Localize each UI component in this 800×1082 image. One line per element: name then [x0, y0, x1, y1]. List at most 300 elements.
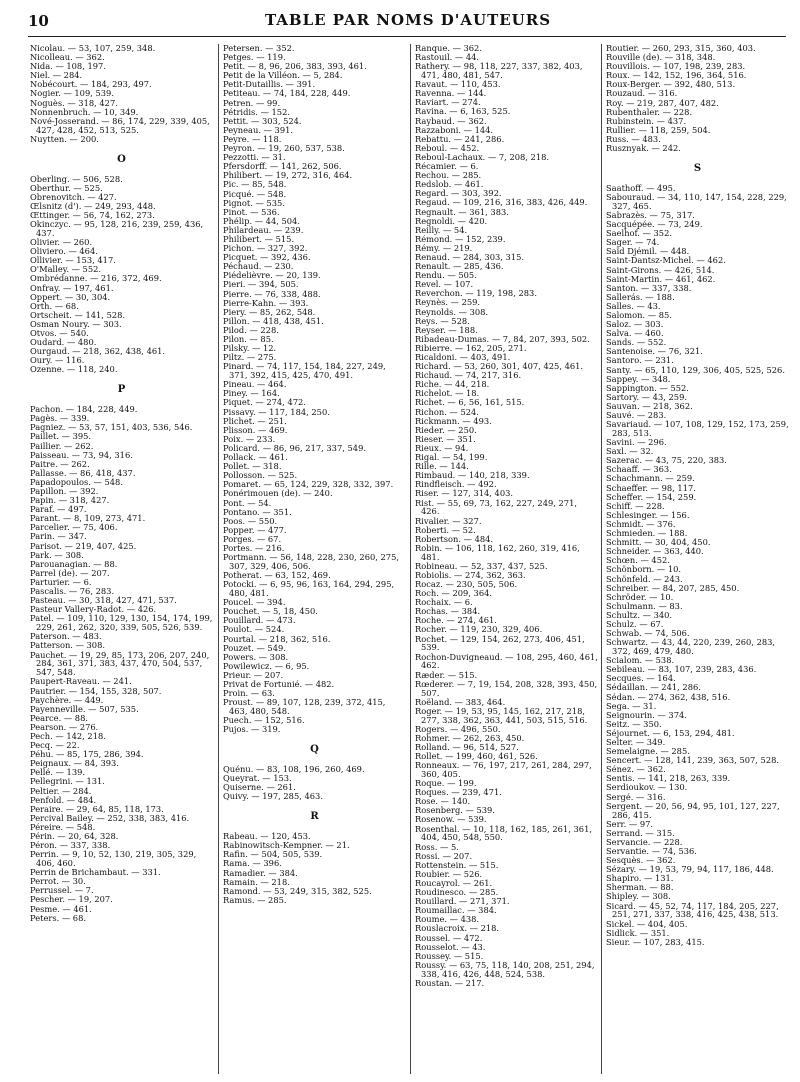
index-entry: Robertson. — 484. [415, 533, 494, 544]
index-entry: Rohmer. — 262, 263, 450. [415, 732, 525, 743]
index-entry: Œttinger. — 56, 74, 162, 273. [30, 209, 155, 220]
index-entry: Ortscheit. — 141, 528. [30, 309, 126, 320]
index-entry: Richard. — 53, 260, 301, 407, 425, 461. [415, 361, 584, 372]
index-entry: Piquet. — 274, 472. [223, 397, 306, 408]
index-entry: Savini. — 296. [606, 437, 667, 448]
index-entry: Pellegrini. — 131. [30, 776, 105, 787]
index-entry: Pagès. — 339. [30, 413, 90, 424]
index-entry: Rouville (de). — 318, 348. [606, 52, 716, 63]
index-entry: Nobécourt. — 184, 293, 497. [30, 79, 152, 90]
index-entry: Ricaldoni. — 403, 491. [415, 352, 511, 362]
index-entry: Popper. — 477. [223, 524, 287, 535]
index-entry: Pinot. — 536. [223, 206, 280, 217]
index-entry: Pfersdorff. — 141, 262, 506. [223, 161, 342, 172]
index-entry: Rolland. — 96, 514, 527. [415, 741, 519, 752]
index-entry: Okinczyc. — 95, 128, 216, 239, 259, 436, 437. [30, 219, 204, 238]
index-entry: Rebattu. — 241, 286. [415, 133, 505, 144]
index-entry: Schulz. — 67. [606, 618, 664, 629]
index-entry: Rossi. — 207. [415, 850, 473, 861]
index-entry: Perrussel. — 7. [30, 885, 94, 896]
index-entry: Petiteau. — 74, 184, 228, 449. [223, 88, 351, 99]
index-entry: Ponérimouen (de). — 240. [223, 488, 333, 499]
index-entry: Roques. — 239, 471. [415, 787, 502, 798]
index-entry: Ramain. — 218. [223, 876, 290, 887]
index-entry: Rocher. — 119, 230, 329, 406. [415, 624, 543, 635]
index-entry: Perrot. — 30. [30, 876, 86, 887]
index-entry: Rouzaud. — 316. [606, 88, 678, 99]
index-entry: Petren. — 99. [223, 97, 281, 108]
index-column-3 [415, 44, 598, 988]
index-entry: Roussel. — 472. [415, 932, 483, 943]
index-entry: Rosenow. — 539. [415, 814, 487, 825]
index-entry: Pascalis. — 76, 283. [30, 586, 115, 597]
index-entry: Servantie. — 74, 536. [606, 845, 697, 856]
index-entry: Sappington. — 552. [606, 382, 689, 393]
index-entry: Péreire. — 548. [30, 821, 96, 832]
index-entry: Schwartz. — 43, 44, 220, 239, 260, 283, 372, 469, 479, 480. [606, 637, 776, 657]
index-entry: Pieri. — 394, 505. [223, 279, 299, 290]
index-entry: Perrin de Brichambaut. — 331. [30, 867, 161, 878]
index-entry: Ravina. — 6, 163, 525. [415, 106, 511, 117]
index-entry: Santoro. — 231. [606, 355, 674, 366]
index-entry: Pescher. — 19, 207. [30, 894, 113, 905]
section-letter: O [117, 153, 126, 165]
index-entry: Pétridis. — 152. [223, 106, 290, 117]
index-entry: Sidlick. — 351. [606, 927, 670, 938]
index-entry: Parturier. — 6. [30, 576, 92, 587]
index-entry: Reyser. — 188. [415, 324, 478, 335]
index-entry: Paillier. — 262. [30, 440, 94, 451]
index-entry: Schönborn. — 10. [606, 564, 682, 575]
index-entry: Rémy. — 219. [415, 242, 473, 253]
index-entry: Sazerac. — 43, 75, 220, 383. [606, 455, 727, 466]
index-entry: Paraf. — 497. [30, 504, 87, 515]
index-entry: Papin. — 318, 427. [30, 495, 110, 506]
index-entry: Pech. — 142, 218. [30, 730, 106, 741]
index-entry: Proin. — 63. [223, 688, 275, 699]
index-entry: Pierre. — 76, 338, 488. [223, 288, 321, 299]
index-entry: Pallasse. — 86, 418, 437. [30, 467, 136, 478]
index-entry: Pearce. — 88. [30, 712, 88, 723]
index-entry: Philibert. — 19, 272, 316, 464. [223, 170, 353, 181]
index-entry: Riser. — 127, 314, 403. [415, 488, 514, 499]
index-entry: Oudard. — 480. [30, 337, 97, 348]
index-entry: Péron. — 337, 338. [30, 840, 111, 851]
index-entry: Percival Bailey. — 252, 338, 383, 416. [30, 812, 190, 823]
index-entry: Sauvan. — 218, 362. [606, 400, 693, 411]
section-letter: S [693, 162, 702, 174]
index-entry: Robin. — 106, 118, 162, 260, 319, 416, 481. [415, 542, 580, 562]
index-entry: Oury. — 116. [30, 355, 85, 366]
index-entry: Nicolleau. — 362. [30, 52, 105, 63]
index-entry: Parant. — 8, 109, 273, 471. [30, 513, 146, 524]
index-entry: Pineau. — 464. [223, 379, 287, 390]
index-entry: Ozenne. — 118, 240. [30, 364, 118, 375]
index-entry: Poulot. — 524. [223, 624, 285, 635]
index-entry: Pachon. — 184, 228, 449. [30, 404, 138, 415]
index-entry: Pontano. — 351. [223, 506, 292, 517]
index-entry: Nonnenbruch. — 10, 349. [30, 106, 139, 117]
index-entry: Schaeffer. — 98, 117. [606, 482, 696, 493]
index-entry: Saathoff. — 495. [606, 182, 676, 193]
index-entry: Perrin. — 9, 10, 52, 130, 219, 305, 329, 406, 460. [30, 849, 197, 869]
index-entry: Penfold. — 484. [30, 794, 97, 805]
index-entry: Proust. — 89, 107, 128, 239, 372, 415, 463, 480, 548. [223, 697, 386, 717]
index-entry: Sédan. — 274, 362, 438, 516. [606, 691, 731, 702]
index-entry: Rouvillois. — 107, 198, 239, 283. [606, 61, 746, 72]
index-entry: Pesme. — 461. [30, 903, 92, 914]
index-entry: Rechou. — 285. [415, 170, 482, 181]
index-entry: Peyneau. — 391. [223, 124, 294, 135]
index-entry: Renaud. — 284, 303, 315. [415, 251, 525, 262]
index-entry: Roche. — 274, 461. [415, 615, 497, 626]
index-entry: Oberthur. — 525. [30, 182, 103, 193]
index-entry: Santy. — 65, 110, 129, 306, 405, 525, 526. [606, 364, 785, 375]
index-entry: Sénez. — 362. [606, 764, 666, 775]
index-entry: Piney. — 164. [223, 388, 280, 399]
section-letter: P [117, 384, 126, 396]
index-entry: Ræder. — 515. [415, 669, 478, 680]
index-entry: Rousselot. — 43. [415, 941, 486, 952]
index-entry: Schœn. — 452. [606, 555, 670, 566]
index-entry: Schultz. — 340. [606, 609, 673, 620]
index-entry: Saint-Dantsz-Michel. — 462. [606, 255, 726, 266]
index-entry: Plichet. — 251. [223, 415, 287, 426]
index-entry: Saloz. — 303. [606, 319, 664, 330]
index-entry: Sega. — 31. [606, 700, 657, 711]
index-entry: Scialom. — 538. [606, 655, 675, 666]
index-entry: Parcelier. — 75, 406. [30, 522, 118, 533]
index-entry: Patterson. — 308. [30, 640, 105, 651]
index-entry: Servancie. — 228. [606, 836, 683, 847]
index-entry: Rochaix. — 6. [415, 597, 473, 608]
index-entry: Roudinesco. — 285. [415, 887, 499, 898]
index-entry: Pujos. — 319. [223, 724, 281, 735]
index-entry: Reboul-Lachaux. — 7, 208, 218. [415, 151, 550, 162]
index-entry: Sands. — 552. [606, 337, 667, 348]
index-entry: Pouillard. — 473. [223, 615, 296, 626]
index-entry: Nuytten. — 200. [30, 133, 99, 144]
index-entry: Pignot. — 535. [223, 197, 285, 208]
index-entry: Riche. — 44, 218. [415, 379, 490, 390]
index-entry: Sédaillan. — 241, 286. [606, 682, 701, 693]
index-entry: Rottenstein. — 515. [415, 859, 499, 870]
index-entry: Rille. — 144. [415, 461, 469, 472]
index-entry: Pecq. — 22. [30, 740, 80, 751]
index-entry: Périn. — 20, 64, 328. [30, 831, 119, 841]
page-title: TABLE PAR NOMS D'AUTEURS [264, 11, 552, 29]
column-divider [410, 44, 411, 1074]
index-entry: Niel. — 284. [30, 70, 83, 81]
index-entry: Savariaud. — 107, 108, 129, 152, 173, 259, 283, 513. [606, 419, 789, 438]
index-entry: Redslob. — 461. [415, 179, 484, 190]
index-entry: Noguès. — 318, 427. [30, 97, 118, 108]
index-entry: Paupert-Raveau. — 241. [30, 676, 132, 687]
index-entry: Pautrier. — 154, 155, 328, 507. [30, 685, 162, 696]
index-entry: Péhu. — 85, 175, 286, 394. [30, 749, 144, 760]
index-entry: Robineau. — 52, 337, 437, 525. [415, 560, 548, 571]
index-entry: Petersen. — 352. [223, 43, 295, 53]
index-entry: Osman Noury. — 303. [30, 318, 122, 329]
index-entry: Payenneville. — 507, 535. [30, 703, 139, 714]
index-entry: Ranque. — 362. [415, 43, 482, 53]
index-entry: Pouchet. — 5, 18, 450. [223, 606, 318, 617]
index-entry: Renault. — 285, 436. [415, 261, 504, 272]
index-entry: Revel. — 107. [415, 279, 474, 290]
index-entry: Pic. — 85, 548. [223, 179, 287, 190]
index-entry: Russ. — 483. [606, 133, 661, 144]
index-entry: Parrel (de). — 207. [30, 567, 110, 578]
index-entry: Roume. — 438. [415, 914, 480, 925]
index-entry: Sallerás. — 188. [606, 291, 675, 302]
index-entry: Peignaux. — 84, 393. [30, 758, 119, 769]
index-entry: Rochet. — 129, 154, 262, 273, 406, 451, 539. [415, 633, 585, 653]
index-entry: Secques. — 164. [606, 673, 676, 684]
index-entry: Pasteau. — 30, 318, 427, 471, 537. [30, 595, 177, 606]
index-entry: Récamier. — 6. [415, 161, 479, 172]
index-column-2 [223, 44, 406, 905]
index-entry: Saxl. — 32. [606, 446, 654, 457]
index-entry: Salva. — 460. [606, 328, 664, 339]
index-entry: Pasteur Vallery-Radot. — 426. [30, 604, 157, 615]
index-entry: Rist. — 55, 69, 73, 162, 227, 249, 271, 426. [415, 497, 578, 517]
index-entry: Sherman. — 88. [606, 882, 674, 893]
index-entry: Paisseau. — 73, 94, 316. [30, 449, 133, 460]
index-entry: Pearson. — 276. [30, 721, 99, 732]
index-entry: Peltier. — 284. [30, 785, 92, 796]
index-entry: Policard. — 86, 96, 217, 337, 549. [223, 442, 366, 453]
index-entry: Pellé. — 139. [30, 767, 86, 778]
index-entry: Piery. — 85, 262, 548. [223, 306, 316, 317]
index-entry: Roussy. — 63, 75, 118, 140, 208, 251, 294, 338, 416, 426, 448, 524, 538. [415, 959, 595, 979]
index-entry: Rubinstein. — 437. [606, 115, 687, 126]
header-rule [28, 36, 786, 37]
index-entry: Portes. — 216. [223, 542, 285, 553]
index-entry: Pierre-Kahn. — 393. [223, 297, 309, 308]
index-entry: Poos. — 550. [223, 515, 278, 526]
section-letter: Q [310, 744, 319, 756]
index-entry: Pollack. — 461. [223, 452, 288, 463]
index-entry: Sergent. — 20, 56, 94, 95, 101, 127, 227, 286, 415. [606, 800, 780, 820]
index-entry: Roch. — 209, 364. [415, 588, 493, 599]
index-entry: Pouzet. — 549. [223, 642, 286, 653]
index-entry: Sartory. — 43, 259. [606, 391, 687, 402]
index-entry: Olivier. — 260. [30, 237, 93, 248]
index-entry: Péchaud. — 230. [223, 261, 294, 272]
index-entry: Roberti. — 52. [415, 524, 476, 535]
index-entry: Sergé. — 316. [606, 791, 666, 802]
index-entry: Pilod. — 228. [223, 324, 279, 335]
index-entry: Piédelièvre. — 20, 139. [223, 270, 321, 281]
index-entry: Papadopoulos. — 548. [30, 476, 123, 487]
index-entry: Orth. — 68. [30, 300, 79, 311]
index-entry: Pilon. — 85. [223, 334, 274, 344]
index-entry: Schachmann. — 259. [606, 473, 695, 484]
index-entry: Rœderer. — 7, 19, 154, 208, 328, 393, 450, 507. [415, 678, 598, 698]
index-entry: Schiff. — 228. [606, 500, 665, 511]
index-entry: Rochas. — 384. [415, 606, 481, 617]
index-entry: Piltz. — 275. [223, 352, 277, 363]
index-entry: Rafin. — 504, 505, 539. [223, 849, 323, 860]
index-entry: Roucayrol. — 261. [415, 877, 493, 888]
index-entry: Petit. — 8, 96, 206, 383, 393, 461. [223, 61, 367, 72]
index-entry: Rosenthal. — 10, 118, 162, 185, 261, 361, 404, 450, 548, 550. [415, 823, 592, 843]
index-entry: Richet. — 6, 56, 161, 515. [415, 397, 525, 408]
index-entry: Reynès. — 259. [415, 297, 481, 308]
index-entry: Roumaillac. — 384. [415, 905, 497, 916]
index-entry: Schröder. — 10. [606, 591, 674, 602]
index-entry: Parisot. — 219, 407, 425. [30, 540, 137, 551]
index-entry: Roëland. — 383, 464. [415, 696, 506, 707]
index-entry: Nicolau. — 53, 107, 259, 348. [30, 43, 156, 53]
index-entry: Schlesinger. — 156. [606, 509, 690, 520]
index-entry: Reys. — 528. [415, 315, 470, 326]
index-entry: Powers. — 308. [223, 651, 289, 662]
index-entry: Rathery. — 98, 118, 227, 337, 382, 403, 471, 480, 481, 547. [415, 61, 583, 81]
index-entry: Rocaz. — 230, 505, 506. [415, 578, 518, 589]
index-entry: Sickel. — 404, 405. [606, 918, 688, 929]
index-entry: Plisson. — 469. [223, 424, 288, 435]
index-entry: Sézary. — 19, 53, 79, 94, 117, 186, 448. [606, 864, 774, 875]
index-entry: Pourtal. — 218, 362, 516. [223, 633, 331, 644]
index-entry: Paillet. — 395. [30, 431, 92, 442]
index-entry: Nové-Josserand. — 86, 174, 229, 339, 405, 427, 428, 452, 513, 525. [30, 115, 210, 135]
index-entry: Rullier. — 118, 259, 504. [606, 124, 711, 135]
index-entry: Sentis. — 141, 218, 263, 339. [606, 773, 731, 784]
index-entry: Parouanagian. — 88. [30, 558, 118, 569]
index-entry: Paychère. — 449. [30, 694, 104, 705]
index-entry: Schönfeld. — 243. [606, 573, 683, 584]
index-entry: Nogier. — 109, 539. [30, 88, 114, 99]
index-entry: Raybaud. — 362. [415, 115, 487, 126]
index-entry: Reverchon. — 119, 198, 283. [415, 288, 537, 299]
index-entry: Roger. — 19, 53, 95, 145, 162, 217, 218, 277, 338, 362, 363, 441, 503, 515, 516. [415, 705, 588, 725]
index-entry: Sieur. — 107, 283, 415. [606, 936, 705, 947]
index-entry: Schneider. — 363, 440. [606, 546, 704, 557]
index-entry: Rouillard. — 271, 371. [415, 896, 510, 907]
index-entry: Sicard. — 45, 52, 74, 117, 184, 205, 227, 251, 271, 337, 338, 416, 425, 438, 513. [606, 900, 779, 920]
index-entry: Rendu. — 505. [415, 270, 477, 281]
index-entry: Pilsky. — 12. [223, 343, 277, 354]
index-entry: Powilewicz. — 6, 95. [223, 660, 310, 671]
index-entry: Œlsnitz (d'). — 249, 293, 448. [30, 200, 156, 211]
index-entry: Rollet. — 199, 460, 461, 526. [415, 751, 538, 761]
index-entry: Queyrat. — 153. [223, 773, 292, 784]
index-entry: Sabouraud. — 34, 110, 147, 154, 228, 229, 327, 465. [606, 191, 787, 211]
index-entry: Sesquès. — 362. [606, 855, 676, 866]
index-entry: Picqué. — 548. [223, 188, 287, 199]
index-entry: Rieser. — 351. [415, 433, 476, 444]
index-entry: Rieder. — 250. [415, 424, 477, 435]
index-entry: Ramond. — 53, 249, 315, 382, 525. [223, 885, 372, 896]
page-header [28, 8, 788, 32]
index-entry: Semelaigne. — 285. [606, 746, 690, 757]
index-entry: Ourgaud. — 218, 362, 438, 461. [30, 346, 166, 357]
index-entry: Rickmann. — 493. [415, 415, 492, 426]
index-entry: Rivalier. — 327. [415, 515, 482, 526]
index-entry: Ronneaux. — 76, 197, 217, 261, 284, 297, 360, 405. [415, 760, 592, 779]
index-entry: Roubier. — 526. [415, 868, 483, 879]
index-entry: Ravaut. — 110, 453. [415, 79, 501, 90]
index-entry: Regaud. — 109, 216, 316, 383, 426, 449. [415, 197, 588, 208]
index-entry: Sauvé. — 283. [606, 410, 667, 420]
index-entry: Rémond. — 152, 239. [415, 233, 506, 244]
index-entry: Rosenberg. — 539. [415, 805, 495, 816]
index-entry: Privat de Fortunié. — 482. [223, 679, 335, 689]
index-column-4 [606, 44, 789, 947]
index-entry: Roque. — 199. [415, 778, 477, 789]
index-entry: Regnault. — 361, 383. [415, 206, 509, 217]
index-entry: Park. — 308. [30, 549, 84, 560]
index-entry: Rubenthaler. — 228. [606, 106, 693, 117]
index-entry: Richon. — 524. [415, 406, 479, 417]
index-entry: Regnoldi. — 420. [415, 215, 488, 226]
index-entry: Petges. — 119. [223, 52, 286, 63]
index-entry: Ravenna. — 144. [415, 88, 487, 99]
index-entry: Quiserne. — 261. [223, 782, 296, 793]
index-entry: Roussey. — 515. [415, 950, 484, 961]
index-entry: Rigal. — 54, 199. [415, 452, 488, 463]
index-entry: Schmitt. — 30, 404, 450. [606, 537, 711, 548]
index-entry: Poix. — 233. [223, 433, 276, 444]
index-entry: Selter. — 349. [606, 737, 666, 747]
index-entry: Paterson. — 483. [30, 631, 102, 642]
index-entry: Ramadier. — 384. [223, 867, 298, 878]
index-entry: Reynolds. — 308. [415, 306, 489, 317]
index-entry: Robiolis. — 274, 362, 363. [415, 569, 526, 580]
index-entry: Salomon. — 85. [606, 309, 672, 320]
index-entry: Rusznyak. — 242. [606, 143, 681, 154]
index-entry: Rama. — 396. [223, 858, 282, 869]
index-entry: Pauchet. — 19, 29, 85, 173, 206, 207, 240, 284, 361, 371, 383, 437, 470, 504, 537, 547, 548. [30, 649, 210, 678]
index-entry: Paitre. — 262. [30, 458, 90, 469]
index-entry: Pollosson. — 525. [223, 470, 298, 481]
index-entry: Schreiber. — 84, 207, 285, 450. [606, 582, 740, 593]
index-entry: Sacquépée. — 73, 249. [606, 219, 703, 230]
index-entry: Rabinowitsch-Kempner. — 21. [223, 840, 350, 851]
index-entry: Otvos. — 540. [30, 327, 89, 338]
index-entry: Porges. — 67. [223, 533, 282, 544]
index-entry: Papillon. — 392. [30, 486, 99, 496]
index-entry: Rogers. — 496, 550. [415, 723, 501, 734]
index-entry: Saelhof. — 352. [606, 228, 672, 239]
index-entry: Sabrazès. — 75, 317. [606, 209, 695, 220]
index-entry: Portmann. — 56, 148, 228, 230, 260, 275, 307, 329, 406, 506. [223, 552, 400, 571]
index-entry: Nida. — 108, 197. [30, 61, 106, 72]
index-entry: Ombrédanne. — 216, 372, 469. [30, 273, 162, 284]
index-entry: Salles. — 43. [606, 300, 661, 311]
index-entry: Peraire. — 29, 64, 85, 118, 173. [30, 803, 164, 814]
index-entry: Quénu. — 83, 108, 196, 260, 469. [223, 764, 365, 775]
index-entry: Oberling. — 506, 528. [30, 173, 123, 184]
index-entry: Poucel. — 394. [223, 597, 286, 608]
index-entry: Potocki. — 6, 95, 96, 163, 164, 294, 295, 480, 481. [223, 579, 395, 599]
index-entry: Saint-Martin. — 461, 462. [606, 273, 716, 284]
index-entry: Regard. — 303, 392. [415, 188, 502, 199]
index-entry: Puech. — 152, 516. [223, 715, 305, 726]
index-entry: Ribadeau-Dumas. — 7, 84, 207, 393, 502. [415, 333, 590, 344]
index-entry: Sencert. — 128, 141, 239, 363, 507, 528. [606, 755, 780, 766]
index-entry: Obrenovitch. — 427. [30, 191, 117, 202]
index-entry: Shipley. — 308. [606, 891, 671, 902]
index-entry: Pichon. — 327, 392. [223, 243, 308, 254]
index-entry: Rimbaud. — 140, 218, 339. [415, 470, 530, 481]
index-entry: Rose. — 140. [415, 796, 471, 807]
index-entry: Rabeau. — 120, 453. [223, 831, 311, 842]
index-entry: Parin. — 347. [30, 531, 87, 542]
index-entry: Schmidt. — 376. [606, 518, 676, 529]
index-entry: Patel. — 109, 110, 129, 130, 154, 174, 199, 229, 261, 262, 320, 339, 505, 526, 539. [30, 613, 213, 633]
